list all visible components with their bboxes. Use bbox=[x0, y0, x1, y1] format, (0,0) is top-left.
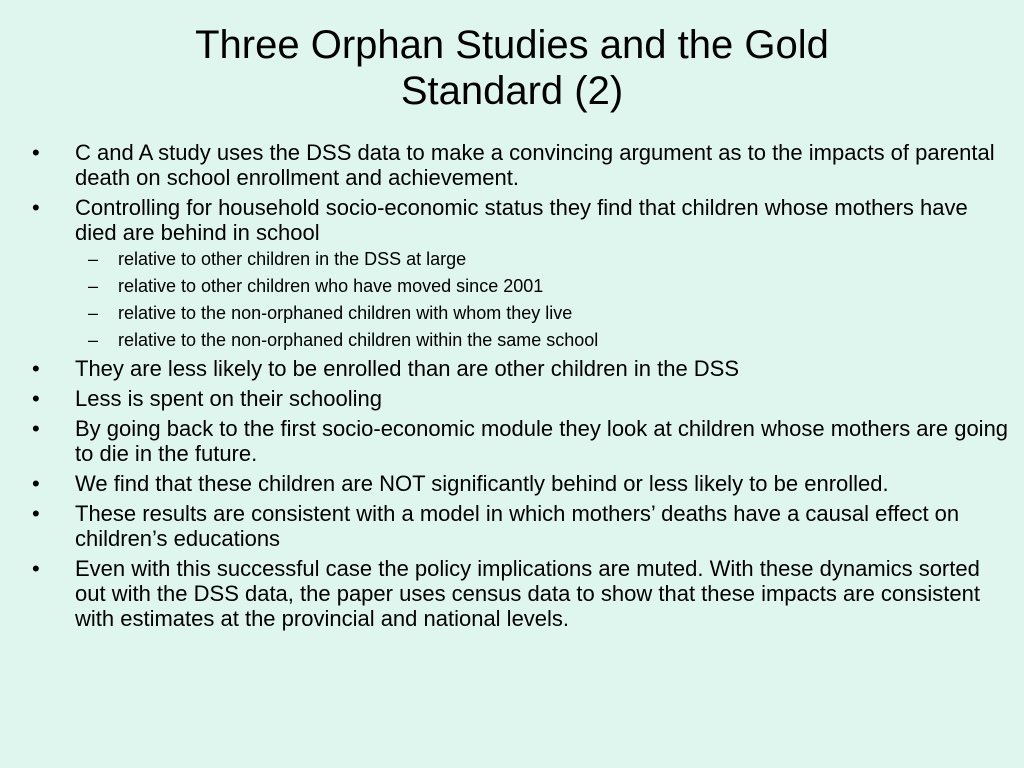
bullet-item bbox=[30, 195, 1010, 351]
bullet-marker: • bbox=[32, 471, 40, 496]
sub-bullet-item bbox=[75, 275, 1010, 297]
sub-bullet-marker: – bbox=[88, 330, 99, 350]
sub-bullet-marker: – bbox=[88, 303, 99, 323]
bullet-marker: • bbox=[32, 386, 40, 411]
bullet-marker: • bbox=[32, 356, 40, 381]
sub-bullet-item bbox=[75, 302, 1010, 324]
sub-bullet-item bbox=[75, 248, 1010, 270]
slide-title-line-2: Standard (2) bbox=[400, 69, 624, 113]
bullet-item bbox=[30, 471, 1010, 496]
bullet-marker: • bbox=[32, 195, 40, 220]
bullet-text: These results are consistent with a model in which mothers’ deaths have a causal effect on children’s educations bbox=[75, 501, 960, 551]
bullet-marker: • bbox=[32, 556, 40, 581]
bullet-text: Even with this successful case the policy implications are muted. With these dynamics sorted out with the DSS data, the paper uses census data to show that these impacts are consistent with estimates at the provincial and national levels. bbox=[75, 556, 980, 631]
sub-bullet-text: relative to other children in the DSS at large bbox=[118, 249, 467, 269]
bullet-list bbox=[30, 140, 1010, 636]
sub-bullet-list bbox=[75, 248, 1010, 351]
bullet-item bbox=[30, 556, 1010, 631]
bullet-item bbox=[30, 416, 1010, 466]
bullet-marker: • bbox=[32, 501, 40, 526]
sub-bullet-text: relative to the non-orphaned children within the same school bbox=[118, 330, 599, 350]
bullet-text: Controlling for household socio-economic status they find that children whose mothers have died are behind in school bbox=[75, 195, 968, 245]
bullet-item bbox=[30, 356, 1010, 381]
bullet-item bbox=[30, 140, 1010, 190]
bullet-item bbox=[30, 501, 1010, 551]
sub-bullet-text: relative to other children who have moved since 2001 bbox=[118, 276, 544, 296]
slide-title-line-1: Three Orphan Studies and the Gold bbox=[195, 23, 829, 67]
bullet-text: We find that these children are NOT significantly behind or less likely to be enrolled. bbox=[75, 471, 889, 496]
bullet-text: They are less likely to be enrolled than are other children in the DSS bbox=[75, 356, 740, 381]
sub-bullet-marker: – bbox=[88, 276, 99, 296]
bullet-text: C and A study uses the DSS data to make a convincing argument as to the impacts of parental death on school enrollment and achievement. bbox=[75, 140, 995, 190]
sub-bullet-item bbox=[75, 329, 1010, 351]
bullet-text: By going back to the first socio-economic module they look at children whose mothers are going to die in the future. bbox=[75, 416, 1009, 466]
bullet-item bbox=[30, 386, 1010, 411]
sub-bullet-marker: – bbox=[88, 249, 99, 269]
slide-title bbox=[100, 22, 924, 114]
sub-bullet-text: relative to the non-orphaned children with whom they live bbox=[118, 303, 573, 323]
bullet-text: Less is spent on their schooling bbox=[75, 386, 382, 411]
bullet-marker: • bbox=[32, 140, 40, 165]
bullet-marker: • bbox=[32, 416, 40, 441]
